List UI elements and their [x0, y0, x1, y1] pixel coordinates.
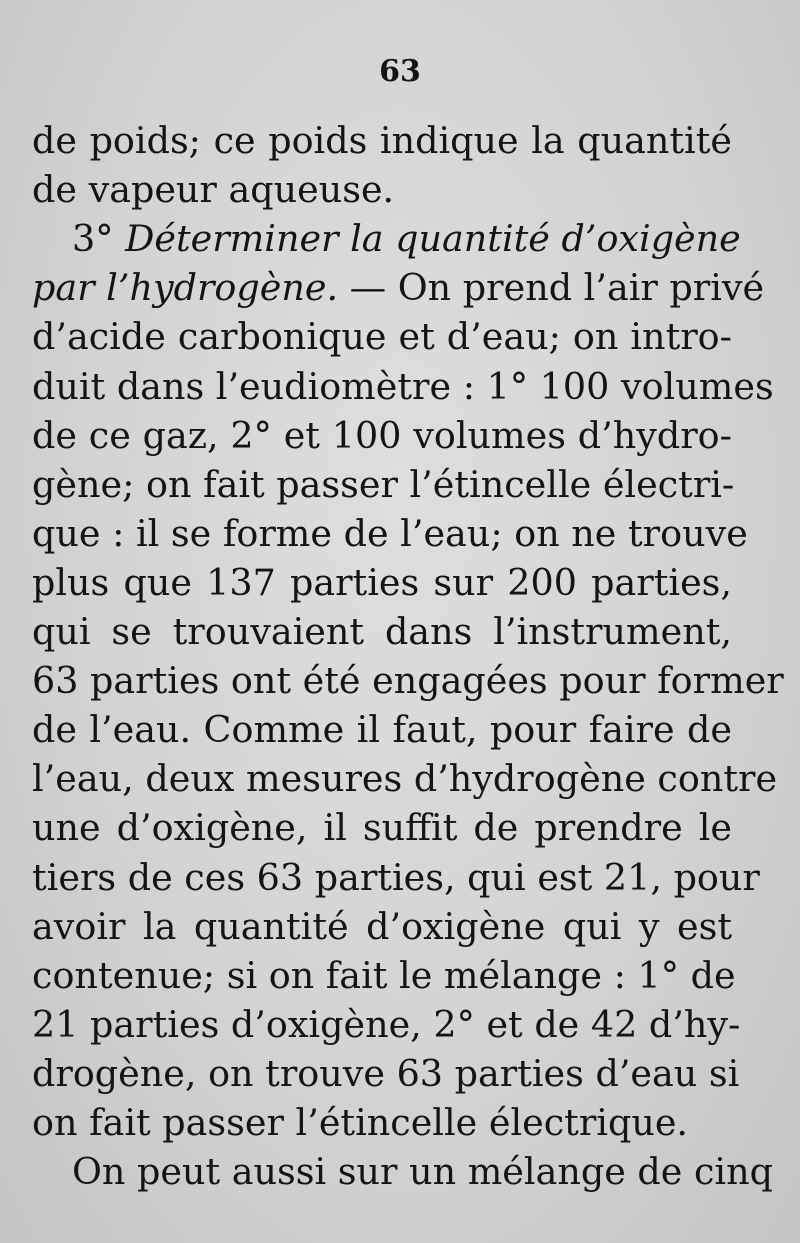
text-segment: de ce gaz, 2° et 100 volumes d’hydro- — [32, 413, 732, 457]
text-segment: contenue; si on fait le mélange : 1° de — [32, 953, 736, 997]
text-segment: de poids; ce poids indique la quantité — [32, 119, 732, 162]
text-segment: duit dans l’eudiomètre : 1° 100 volumes — [32, 364, 774, 408]
text-segment: qui se trouvaient dans l’instrument, — [32, 610, 732, 653]
text-line — [32, 116, 732, 166]
page-number: 63 — [379, 54, 421, 89]
text-line — [32, 902, 732, 952]
text-line — [32, 1098, 732, 1148]
text-line — [32, 607, 732, 657]
text-line — [72, 214, 741, 264]
text-line — [32, 951, 736, 1001]
text-segment: une d’oxigène, il suffit de prendre le — [32, 806, 732, 850]
text-line — [32, 165, 732, 215]
text-segment: drogène, on trouve 63 parties d’eau si — [32, 1051, 740, 1095]
text-segment: l’eau, deux mesures d’hydrogène contre — [32, 757, 778, 801]
italic-text-segment: Déterminer la quantité d’oxigène — [125, 217, 741, 261]
text-line — [32, 558, 732, 608]
text-segment: gène; on fait passer l’étincelle électri- — [32, 462, 735, 506]
italic-text-segment: par l’hydrogène. — [32, 266, 339, 310]
text-segment: 63 parties ont été engagées pour former — [32, 659, 784, 703]
text-line — [32, 509, 748, 559]
text-line — [32, 705, 732, 755]
text-line — [32, 312, 732, 362]
text-line — [32, 1000, 741, 1050]
text-line — [72, 1147, 773, 1197]
text-line — [32, 1049, 740, 1099]
text-segment: de l’eau. Comme il faut, pour faire de — [32, 708, 732, 752]
text-segment: d’acide carbonique et d’eau; on intro- — [32, 315, 732, 359]
text-segment: 21 parties d’oxigène, 2° et de 42 d’hy- — [32, 1002, 741, 1046]
text-segment: plus que 137 parties sur 200 parties, — [32, 560, 732, 604]
text-segment: 3° — [72, 217, 126, 261]
text-segment: — On prend l’air privé — [338, 266, 765, 310]
text-segment: avoir la quantité d’oxigène qui y est — [32, 904, 732, 948]
text-line — [32, 460, 735, 510]
text-line — [32, 853, 760, 903]
text-segment: On peut aussi sur un mélange de cinq — [72, 1150, 773, 1194]
text-segment: que : il se forme de l’eau; on ne trouve — [32, 511, 748, 555]
text-line — [32, 656, 784, 706]
text-segment: de vapeur aqueuse. — [32, 168, 395, 212]
text-line — [32, 754, 778, 804]
text-segment: on fait passer l’étincelle électrique. — [32, 1101, 689, 1144]
text-segment: tiers de ces 63 parties, qui est 21, pour — [32, 855, 760, 899]
text-line — [32, 263, 765, 313]
text-line — [32, 362, 774, 412]
text-line — [32, 803, 732, 853]
text-line — [32, 411, 732, 461]
